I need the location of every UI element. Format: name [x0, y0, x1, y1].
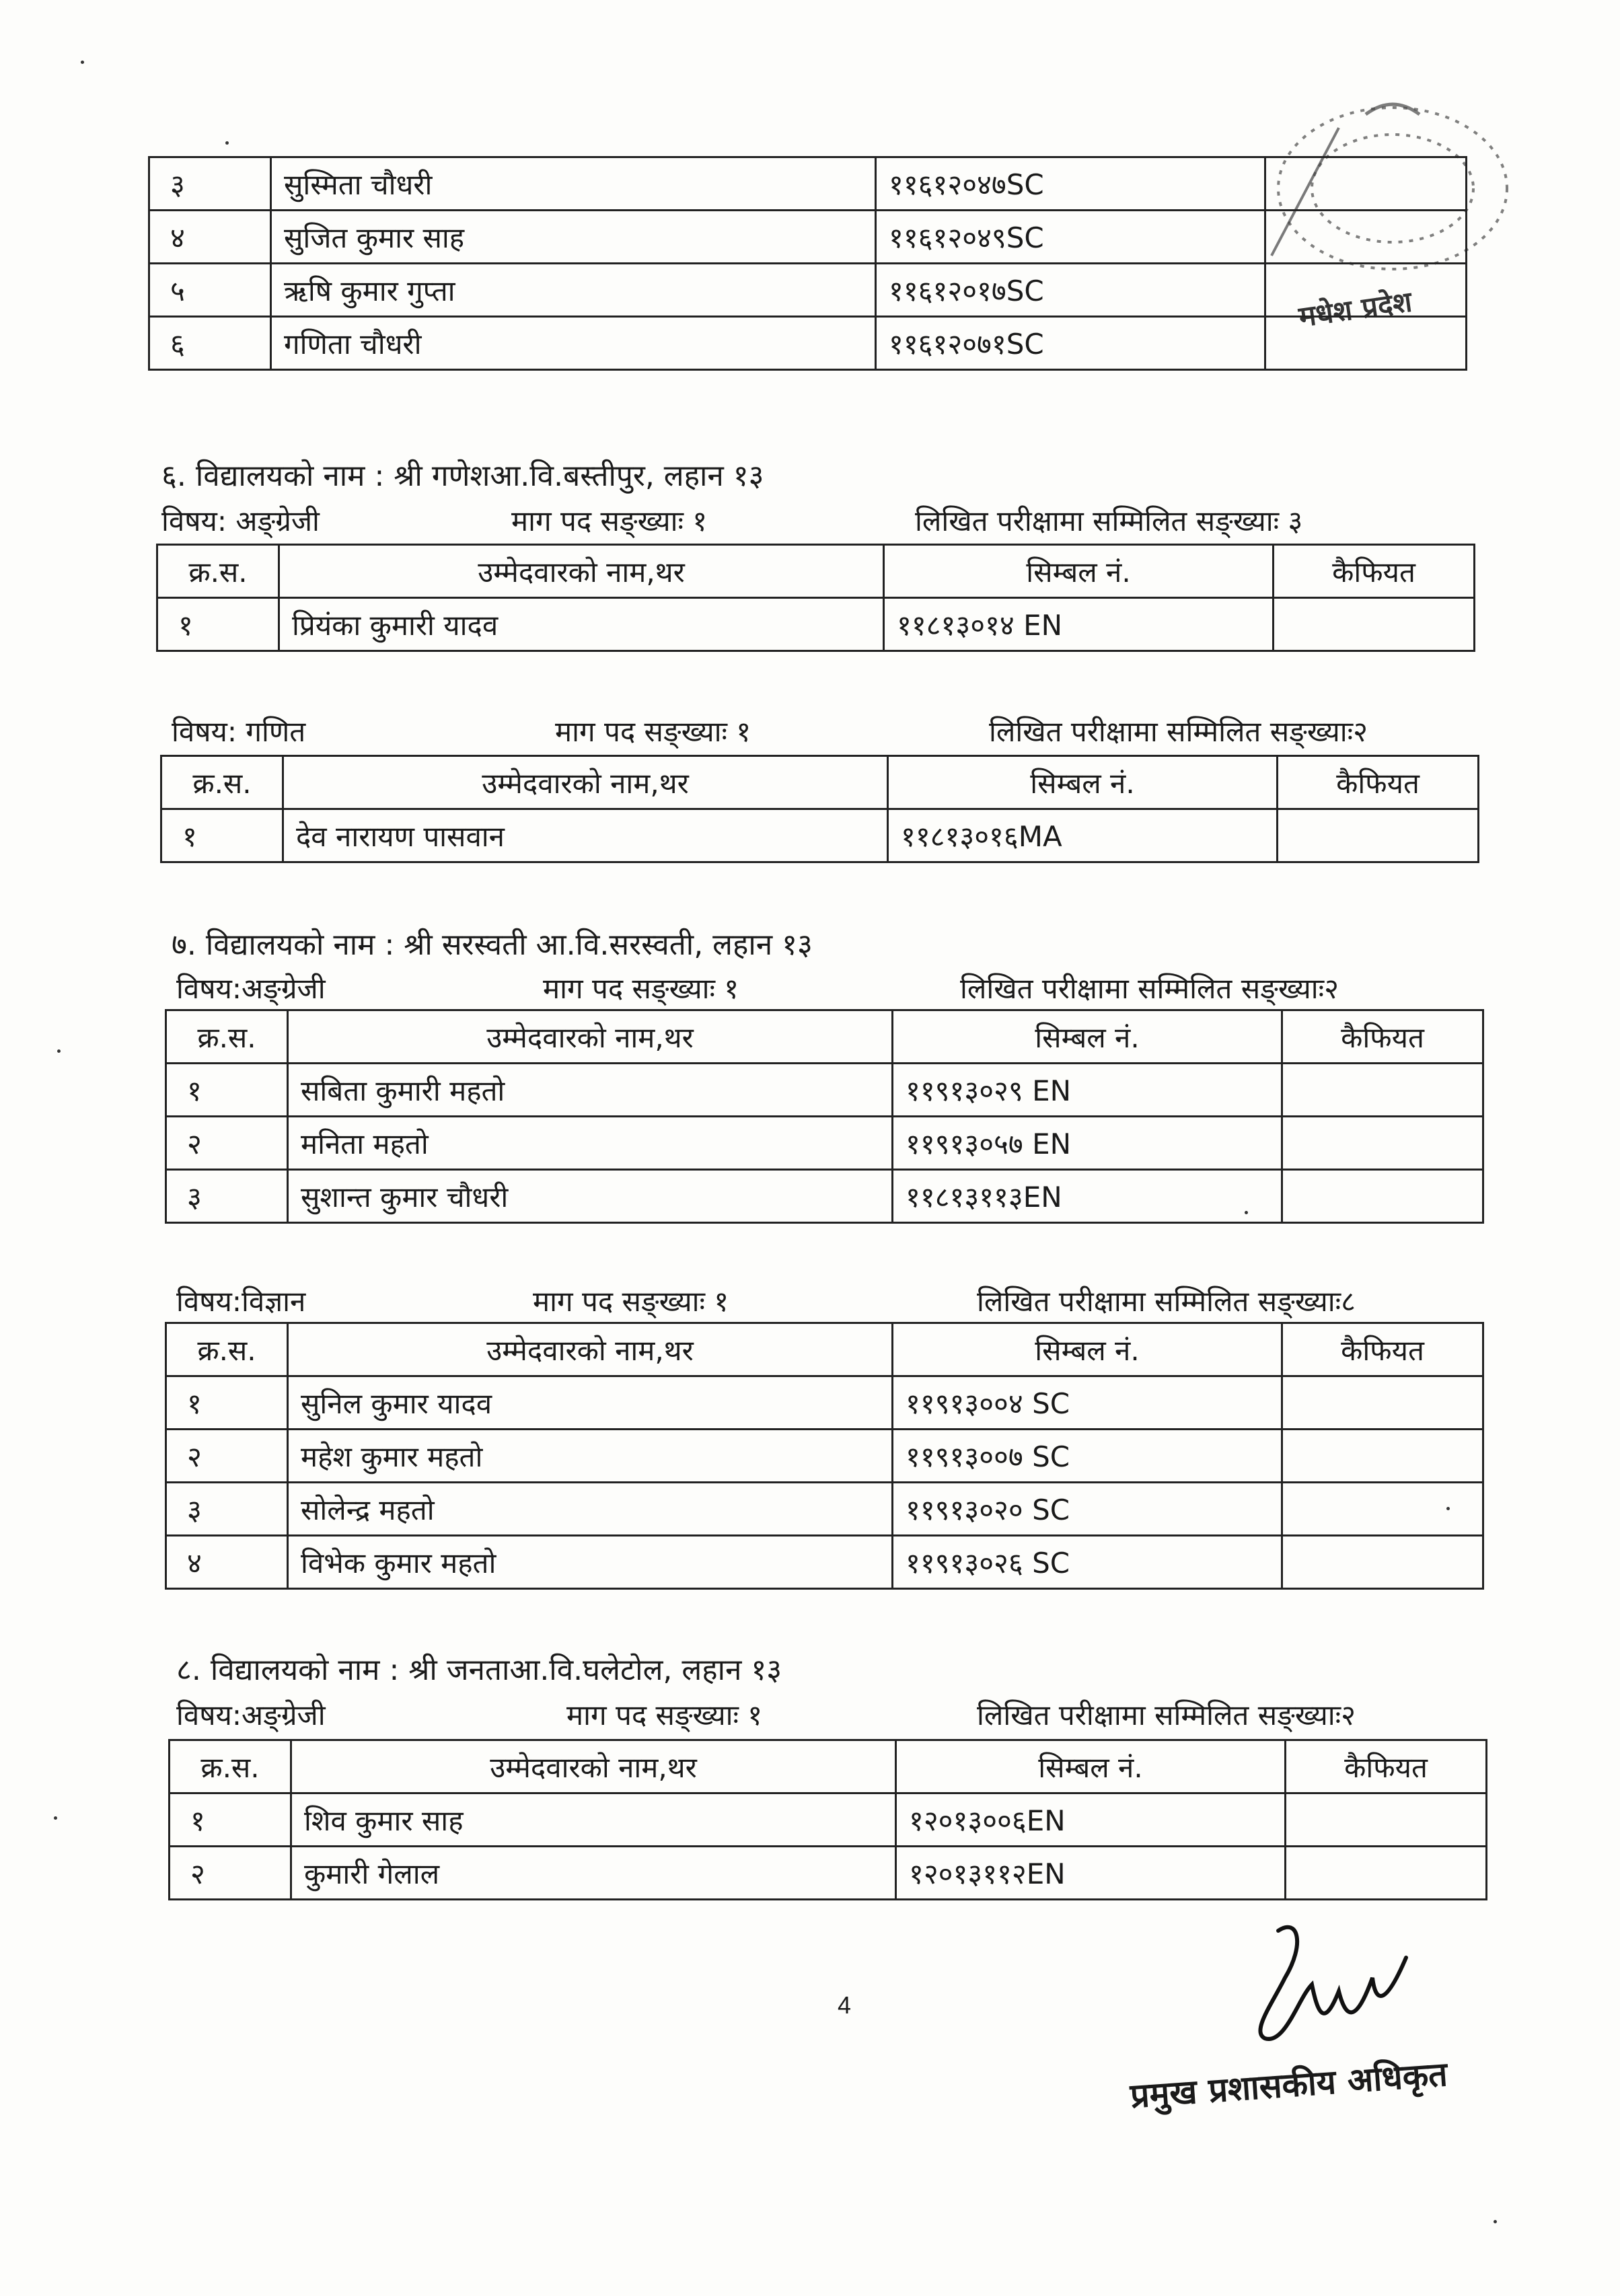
candidate-name: सोलेन्द्र महतो: [288, 1483, 893, 1536]
subject-info-row: [161, 501, 1440, 542]
serial-number: ४: [166, 1536, 288, 1589]
scan-speck: [1446, 1507, 1450, 1510]
header-remarks: कैफियत: [1282, 1010, 1483, 1064]
serial-number: ३: [166, 1170, 288, 1223]
serial-number: ४: [149, 211, 271, 264]
candidate-name: सुनिल कुमार यादव: [288, 1376, 893, 1430]
subject-label: विषय: अङ्ग्रेजी: [161, 505, 320, 538]
stamp-text: मधेश प्रदेश: [1296, 285, 1414, 334]
header-symbol: सिम्बल नं.: [893, 1010, 1282, 1064]
candidate-name: देव नारायण पासवान: [283, 809, 888, 862]
table-row: [166, 1064, 1483, 1117]
serial-number: ३: [149, 157, 271, 211]
candidate-table: [168, 1739, 1487, 1900]
header-symbol: सिम्बल नं.: [893, 1323, 1282, 1376]
scan-speck: [1245, 1211, 1248, 1214]
table-row: [166, 1170, 1483, 1223]
header-name: उम्मेदवारको नाम,थर: [283, 756, 888, 809]
written-exam-count: लिखित परीक्षामा सम्मिलित सङ्ख्याः८: [977, 1285, 1356, 1318]
candidate-name: सुस्मिता चौधरी: [271, 157, 876, 211]
serial-number: १: [161, 809, 283, 862]
remarks: [1265, 211, 1467, 264]
page-number: 4: [838, 1991, 852, 2019]
table-row: [166, 1376, 1483, 1430]
scan-speck: [225, 141, 229, 145]
subject-label: विषय: गणित: [172, 715, 306, 748]
scan-speck: [81, 61, 84, 64]
candidate-name: ऋषि कुमार गुप्ता: [271, 264, 876, 317]
subject-info-row: [176, 1282, 1488, 1322]
symbol-number: १२०१३११२EN: [896, 1847, 1286, 1900]
symbol-number: ११९१३००४ SC: [893, 1376, 1282, 1430]
remarks: [1282, 1170, 1483, 1223]
header-symbol: सिम्बल नं.: [888, 756, 1278, 809]
symbol-number: ११६१२०४७SC: [876, 157, 1265, 211]
remarks: [1282, 1536, 1483, 1589]
candidate-name: कुमारी गेलाल: [291, 1847, 896, 1900]
serial-number: २: [166, 1117, 288, 1170]
table-row: [166, 1117, 1483, 1170]
table-row: [161, 809, 1479, 862]
remarks: [1282, 1064, 1483, 1117]
subject-info-row: [172, 712, 1450, 752]
school-heading: ७. विद्यालयको नाम : श्री सरस्वती आ.वि.सरस्वती, लहान १३: [172, 928, 813, 962]
remarks: [1274, 598, 1475, 651]
carryover-table: [148, 156, 1467, 371]
remarks: [1278, 809, 1479, 862]
table-header-row: [157, 545, 1475, 598]
header-remarks: कैफियत: [1282, 1323, 1483, 1376]
symbol-number: ११९१३०२९ EN: [893, 1064, 1282, 1117]
serial-number: ५: [149, 264, 271, 317]
candidate-name: प्रियंका कुमारी यादव: [279, 598, 884, 651]
table-row: [149, 264, 1467, 317]
posts-count: माग पद सङ्ख्याः १: [566, 1699, 763, 1732]
remarks: [1265, 317, 1467, 370]
header-name: उम्मेदवारको नाम,थर: [279, 545, 884, 598]
header-sn: क्र.स.: [166, 1323, 288, 1376]
school-heading: ६. विद्यालयको नाम : श्री गणेशआ.वि.बस्तीपुर, लहान १३: [161, 459, 764, 493]
remarks: [1286, 1793, 1487, 1847]
table-row: [166, 1483, 1483, 1536]
candidate-table: [160, 755, 1479, 863]
posts-count: माग पद सङ्ख्याः १: [555, 715, 751, 748]
posts-count: माग पद सङ्ख्याः १: [533, 1285, 729, 1318]
candidate-name: गणिता चौधरी: [271, 317, 876, 370]
header-remarks: कैफियत: [1278, 756, 1479, 809]
serial-number: ३: [166, 1483, 288, 1536]
serial-number: १: [166, 1064, 288, 1117]
table-header-row: [170, 1740, 1487, 1793]
symbol-number: ११९१३०२६ SC: [893, 1536, 1282, 1589]
posts-count: माग पद सङ्ख्याः १: [543, 972, 739, 1005]
serial-number: १: [157, 598, 279, 651]
subject-label: विषय:विज्ञान: [176, 1285, 306, 1318]
school-heading: ८. विद्यालयको नाम : श्री जनताआ.वि.घलेटोल, लहान १३: [176, 1653, 782, 1687]
header-sn: क्र.स.: [157, 545, 279, 598]
header-name: उम्मेदवारको नाम,थर: [288, 1010, 893, 1064]
written-exam-count: लिखित परीक्षामा सम्मिलित सङ्ख्याः२: [977, 1699, 1356, 1732]
table-row: [166, 1536, 1483, 1589]
candidate-name: सुजित कुमार साह: [271, 211, 876, 264]
header-symbol: सिम्बल नं.: [884, 545, 1274, 598]
subject-info-row: [176, 969, 1455, 1009]
candidate-table: [156, 544, 1475, 652]
header-name: उम्मेदवारको नाम,थर: [288, 1323, 893, 1376]
subject-info-row: [176, 1695, 1488, 1736]
candidate-name: सुशान्त कुमार चौधरी: [288, 1170, 893, 1223]
header-sn: क्र.स.: [170, 1740, 291, 1793]
signature-icon: [1238, 1917, 1413, 2052]
symbol-number: ११९१३०२० SC: [893, 1483, 1282, 1536]
symbol-number: ११६१२०७१SC: [876, 317, 1265, 370]
subject-label: विषय:अङ्ग्रेजी: [176, 1699, 326, 1732]
posts-count: माग पद सङ्ख्याः १: [511, 505, 708, 538]
candidate-name: विभेक कुमार महतो: [288, 1536, 893, 1589]
candidate-name: शिव कुमार साह: [291, 1793, 896, 1847]
header-sn: क्र.स.: [161, 756, 283, 809]
table-row: [149, 317, 1467, 370]
scan-speck: [57, 1049, 61, 1053]
remarks: [1265, 157, 1467, 211]
remarks: [1282, 1376, 1483, 1430]
header-remarks: कैफियत: [1286, 1740, 1487, 1793]
written-exam-count: लिखित परीक्षामा सम्मिलित सङ्ख्याः२: [989, 715, 1368, 748]
table-row: [170, 1793, 1487, 1847]
symbol-number: ११९१३०५७ EN: [893, 1117, 1282, 1170]
candidate-name: मनिता महतो: [288, 1117, 893, 1170]
remarks: [1286, 1847, 1487, 1900]
serial-number: १: [170, 1793, 291, 1847]
serial-number: ६: [149, 317, 271, 370]
symbol-number: ११८१३०१६MA: [888, 809, 1278, 862]
candidate-name: सबिता कुमारी महतो: [288, 1064, 893, 1117]
table-header-row: [166, 1010, 1483, 1064]
officer-title: प्रमुख प्रशासकीय अधिकृत: [1129, 2054, 1449, 2116]
header-sn: क्र.स.: [166, 1010, 288, 1064]
symbol-number: ११८१३०१४ EN: [884, 598, 1274, 651]
table-row: [149, 157, 1467, 211]
remarks: [1282, 1430, 1483, 1483]
header-remarks: कैफियत: [1274, 545, 1475, 598]
symbol-number: ११९१३००७ SC: [893, 1430, 1282, 1483]
written-exam-count: लिखित परीक्षामा सम्मिलित सङ्ख्याः ३: [915, 505, 1303, 538]
remarks: [1265, 264, 1467, 317]
header-name: उम्मेदवारको नाम,थर: [291, 1740, 896, 1793]
serial-number: २: [166, 1430, 288, 1483]
candidate-name: महेश कुमार महतो: [288, 1430, 893, 1483]
serial-number: २: [170, 1847, 291, 1900]
candidate-table: [165, 1322, 1484, 1590]
remarks: [1282, 1483, 1483, 1536]
table-row: [166, 1430, 1483, 1483]
written-exam-count: लिखित परीक्षामा सम्मिलित सङ्ख्याः२: [960, 972, 1339, 1005]
header-symbol: सिम्बल नं.: [896, 1740, 1286, 1793]
table-row: [170, 1847, 1487, 1900]
symbol-number: ११६१२०४९SC: [876, 211, 1265, 264]
remarks: [1282, 1117, 1483, 1170]
symbol-number: ११८१३११३EN: [893, 1170, 1282, 1223]
symbol-number: १२०१३००६EN: [896, 1793, 1286, 1847]
scan-speck: [1494, 2220, 1497, 2223]
serial-number: १: [166, 1376, 288, 1430]
subject-label: विषय:अङ्ग्रेजी: [176, 972, 326, 1005]
table-header-row: [161, 756, 1479, 809]
table-row: [157, 598, 1475, 651]
table-row: [149, 211, 1467, 264]
table-header-row: [166, 1323, 1483, 1376]
symbol-number: ११६१२०१७SC: [876, 264, 1265, 317]
scan-speck: [54, 1816, 57, 1820]
candidate-table: [165, 1009, 1484, 1224]
